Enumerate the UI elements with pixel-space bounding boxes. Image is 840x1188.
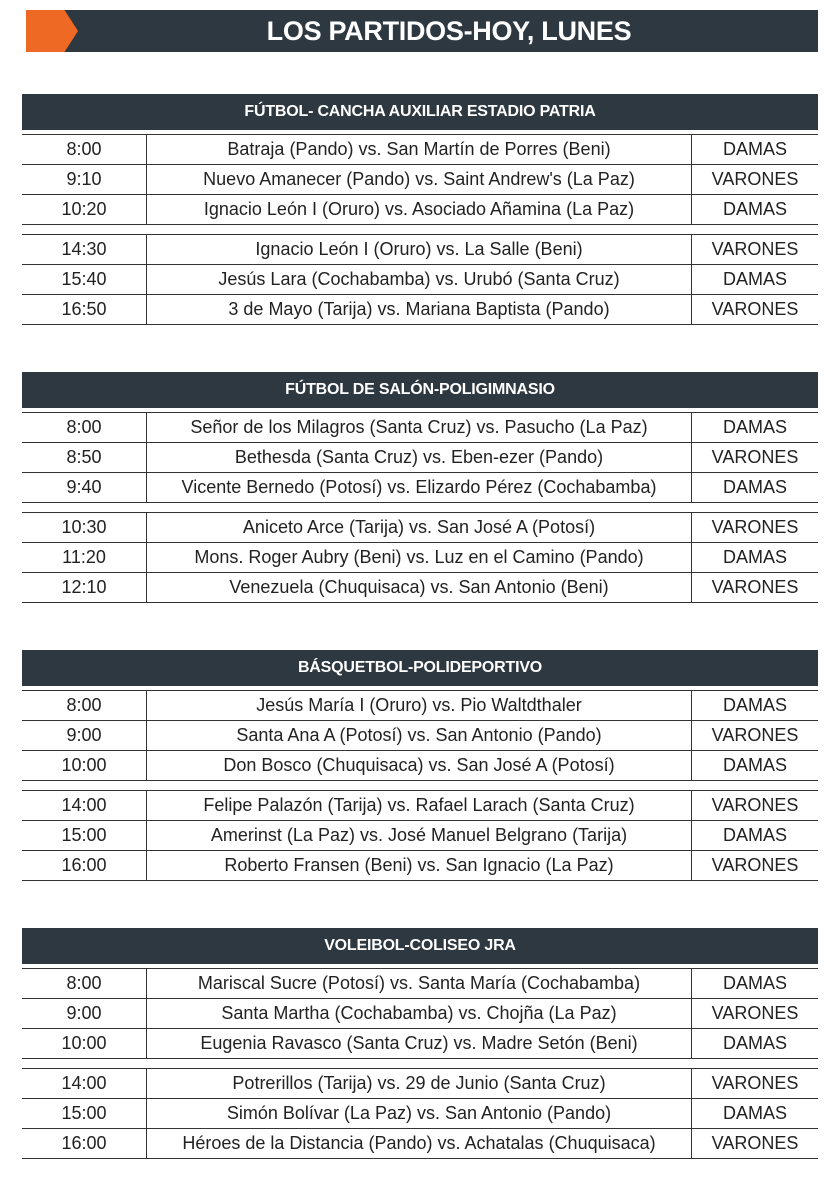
match-teams: Roberto Fransen (Beni) vs. San Ignacio (La Paz): [146, 851, 692, 880]
match-time: 9:00: [66, 1003, 102, 1023]
table-row: [22, 473, 818, 503]
match-group: [22, 690, 818, 781]
match-category: VARONES: [711, 577, 799, 597]
match-category: DAMAS: [722, 825, 787, 845]
match-time: 8:00: [66, 139, 102, 159]
match-group: [22, 1068, 818, 1159]
match-teams: Mariscal Sucre (Potosí) vs. Santa María (Cochabamba): [146, 969, 692, 998]
match-time: 9:00: [66, 725, 102, 745]
match-time: 8:50: [66, 447, 102, 467]
match-category: DAMAS: [722, 417, 787, 437]
match-teams: Jesús Lara (Cochabamba) vs. Urubó (Santa Cruz): [146, 265, 692, 294]
match-category: DAMAS: [722, 973, 787, 993]
table-row: [22, 295, 818, 325]
match-category: VARONES: [711, 725, 799, 745]
match-category: VARONES: [711, 447, 799, 467]
match-teams: 3 de Mayo (Tarija) vs. Mariana Baptista (Pando): [146, 295, 692, 324]
table-row: [22, 851, 818, 881]
match-teams: Aniceto Arce (Tarija) vs. San José A (Potosí): [146, 513, 692, 542]
match-time: 15:40: [61, 269, 107, 289]
section-futbol: [22, 94, 818, 325]
match-time: 14:00: [61, 1073, 107, 1093]
table-row: [22, 165, 818, 195]
match-teams: Batraja (Pando) vs. San Martín de Porres (Beni): [146, 135, 692, 164]
table-row: [22, 573, 818, 603]
table-row: [22, 1029, 818, 1059]
match-teams: Don Bosco (Chuquisaca) vs. San José A (Potosí): [146, 751, 692, 780]
match-teams: Santa Martha (Cochabamba) vs. Chojña (La Paz): [146, 999, 692, 1028]
match-time: 8:00: [66, 973, 102, 993]
match-group: [22, 968, 818, 1059]
match-group: [22, 134, 818, 225]
match-teams: Nuevo Amanecer (Pando) vs. Saint Andrew's (La Paz): [146, 165, 692, 194]
section-futbol-salon: [22, 372, 818, 603]
match-category: VARONES: [711, 169, 799, 189]
match-group: [22, 234, 818, 325]
section-basquetbol: [22, 650, 818, 881]
match-teams: Amerinst (La Paz) vs. José Manuel Belgrano (Tarija): [146, 821, 692, 850]
match-time: 15:00: [61, 1103, 107, 1123]
table-row: [22, 751, 818, 781]
table-row: [22, 999, 818, 1029]
table-row: [22, 969, 818, 999]
match-time: 16:00: [61, 1133, 107, 1153]
match-time: 14:30: [61, 239, 107, 259]
match-time: 8:00: [66, 695, 102, 715]
match-teams: Señor de los Milagros (Santa Cruz) vs. Pasucho (La Paz): [146, 413, 692, 442]
match-category: VARONES: [711, 795, 799, 815]
match-category: VARONES: [711, 1073, 799, 1093]
match-group: [22, 512, 818, 603]
match-time: 16:00: [61, 855, 107, 875]
match-time: 9:40: [66, 477, 102, 497]
table-row: [22, 821, 818, 851]
match-category: DAMAS: [722, 199, 787, 219]
table-row: [22, 791, 818, 821]
table-row: [22, 543, 818, 573]
match-teams: Santa Ana A (Potosí) vs. San Antonio (Pando): [146, 721, 692, 750]
match-category: DAMAS: [722, 139, 787, 159]
table-row: [22, 513, 818, 543]
match-time: 10:20: [61, 199, 107, 219]
match-category: DAMAS: [722, 1103, 787, 1123]
table-row: [22, 1069, 818, 1099]
section-voleibol: [22, 928, 818, 1159]
table-row: [22, 1129, 818, 1159]
match-teams: Felipe Palazón (Tarija) vs. Rafael Larach (Santa Cruz): [146, 791, 692, 820]
match-category: DAMAS: [722, 1033, 787, 1053]
match-time: 10:00: [61, 1033, 107, 1053]
table-row: [22, 195, 818, 225]
match-time: 15:00: [61, 825, 107, 845]
match-category: DAMAS: [722, 477, 787, 497]
table-row: [22, 265, 818, 295]
table-row: [22, 721, 818, 751]
table-row: [22, 1099, 818, 1129]
match-category: VARONES: [711, 517, 799, 537]
match-teams: Ignacio León I (Oruro) vs. Asociado Añamina (La Paz): [146, 195, 692, 224]
match-group: [22, 790, 818, 881]
match-teams: Héroes de la Distancia (Pando) vs. Achatalas (Chuquisaca): [146, 1129, 692, 1158]
match-category: DAMAS: [722, 755, 787, 775]
table-row: [22, 235, 818, 265]
match-category: VARONES: [711, 855, 799, 875]
match-teams: Simón Bolívar (La Paz) vs. San Antonio (Pando): [146, 1099, 692, 1128]
match-category: DAMAS: [722, 695, 787, 715]
section-header: BÁSQUETBOL-POLIDEPORTIVO: [22, 650, 818, 686]
match-teams: Mons. Roger Aubry (Beni) vs. Luz en el Camino (Pando): [146, 543, 692, 572]
match-time: 12:10: [61, 577, 107, 597]
match-time: 10:30: [61, 517, 107, 537]
match-time: 10:00: [61, 755, 107, 775]
table-row: [22, 443, 818, 473]
match-category: DAMAS: [722, 547, 787, 567]
match-group: [22, 412, 818, 503]
match-category: VARONES: [711, 299, 799, 319]
match-teams: Eugenia Ravasco (Santa Cruz) vs. Madre Setón (Beni): [146, 1029, 692, 1058]
table-row: [22, 413, 818, 443]
match-time: 8:00: [66, 417, 102, 437]
match-teams: Potrerillos (Tarija) vs. 29 de Junio (Santa Cruz): [146, 1069, 692, 1098]
section-header: FÚTBOL- CANCHA AUXILIAR ESTADIO PATRIA: [22, 94, 818, 130]
match-time: 14:00: [61, 795, 107, 815]
match-time: 16:50: [61, 299, 107, 319]
table-row: [22, 691, 818, 721]
match-category: DAMAS: [722, 269, 787, 289]
match-teams: Jesús María I (Oruro) vs. Pio Waltdthaler: [146, 691, 692, 720]
match-teams: Venezuela (Chuquisaca) vs. San Antonio (Beni): [146, 573, 692, 602]
section-header: VOLEIBOL-COLISEO JRA: [22, 928, 818, 964]
match-teams: Ignacio León I (Oruro) vs. La Salle (Beni): [146, 235, 692, 264]
section-header: FÚTBOL DE SALÓN-POLIGIMNASIO: [22, 372, 818, 408]
match-category: VARONES: [711, 239, 799, 259]
match-category: VARONES: [711, 1133, 799, 1153]
table-row: [22, 135, 818, 165]
match-time: 11:20: [62, 547, 106, 567]
page-title: LOS PARTIDOS-HOY, LUNES: [266, 16, 632, 46]
match-time: 9:10: [66, 169, 102, 189]
match-teams: Vicente Bernedo (Potosí) vs. Elizardo Pérez (Cochabamba): [146, 473, 692, 502]
match-teams: Bethesda (Santa Cruz) vs. Eben-ezer (Pando): [146, 443, 692, 472]
match-category: VARONES: [711, 1003, 799, 1023]
